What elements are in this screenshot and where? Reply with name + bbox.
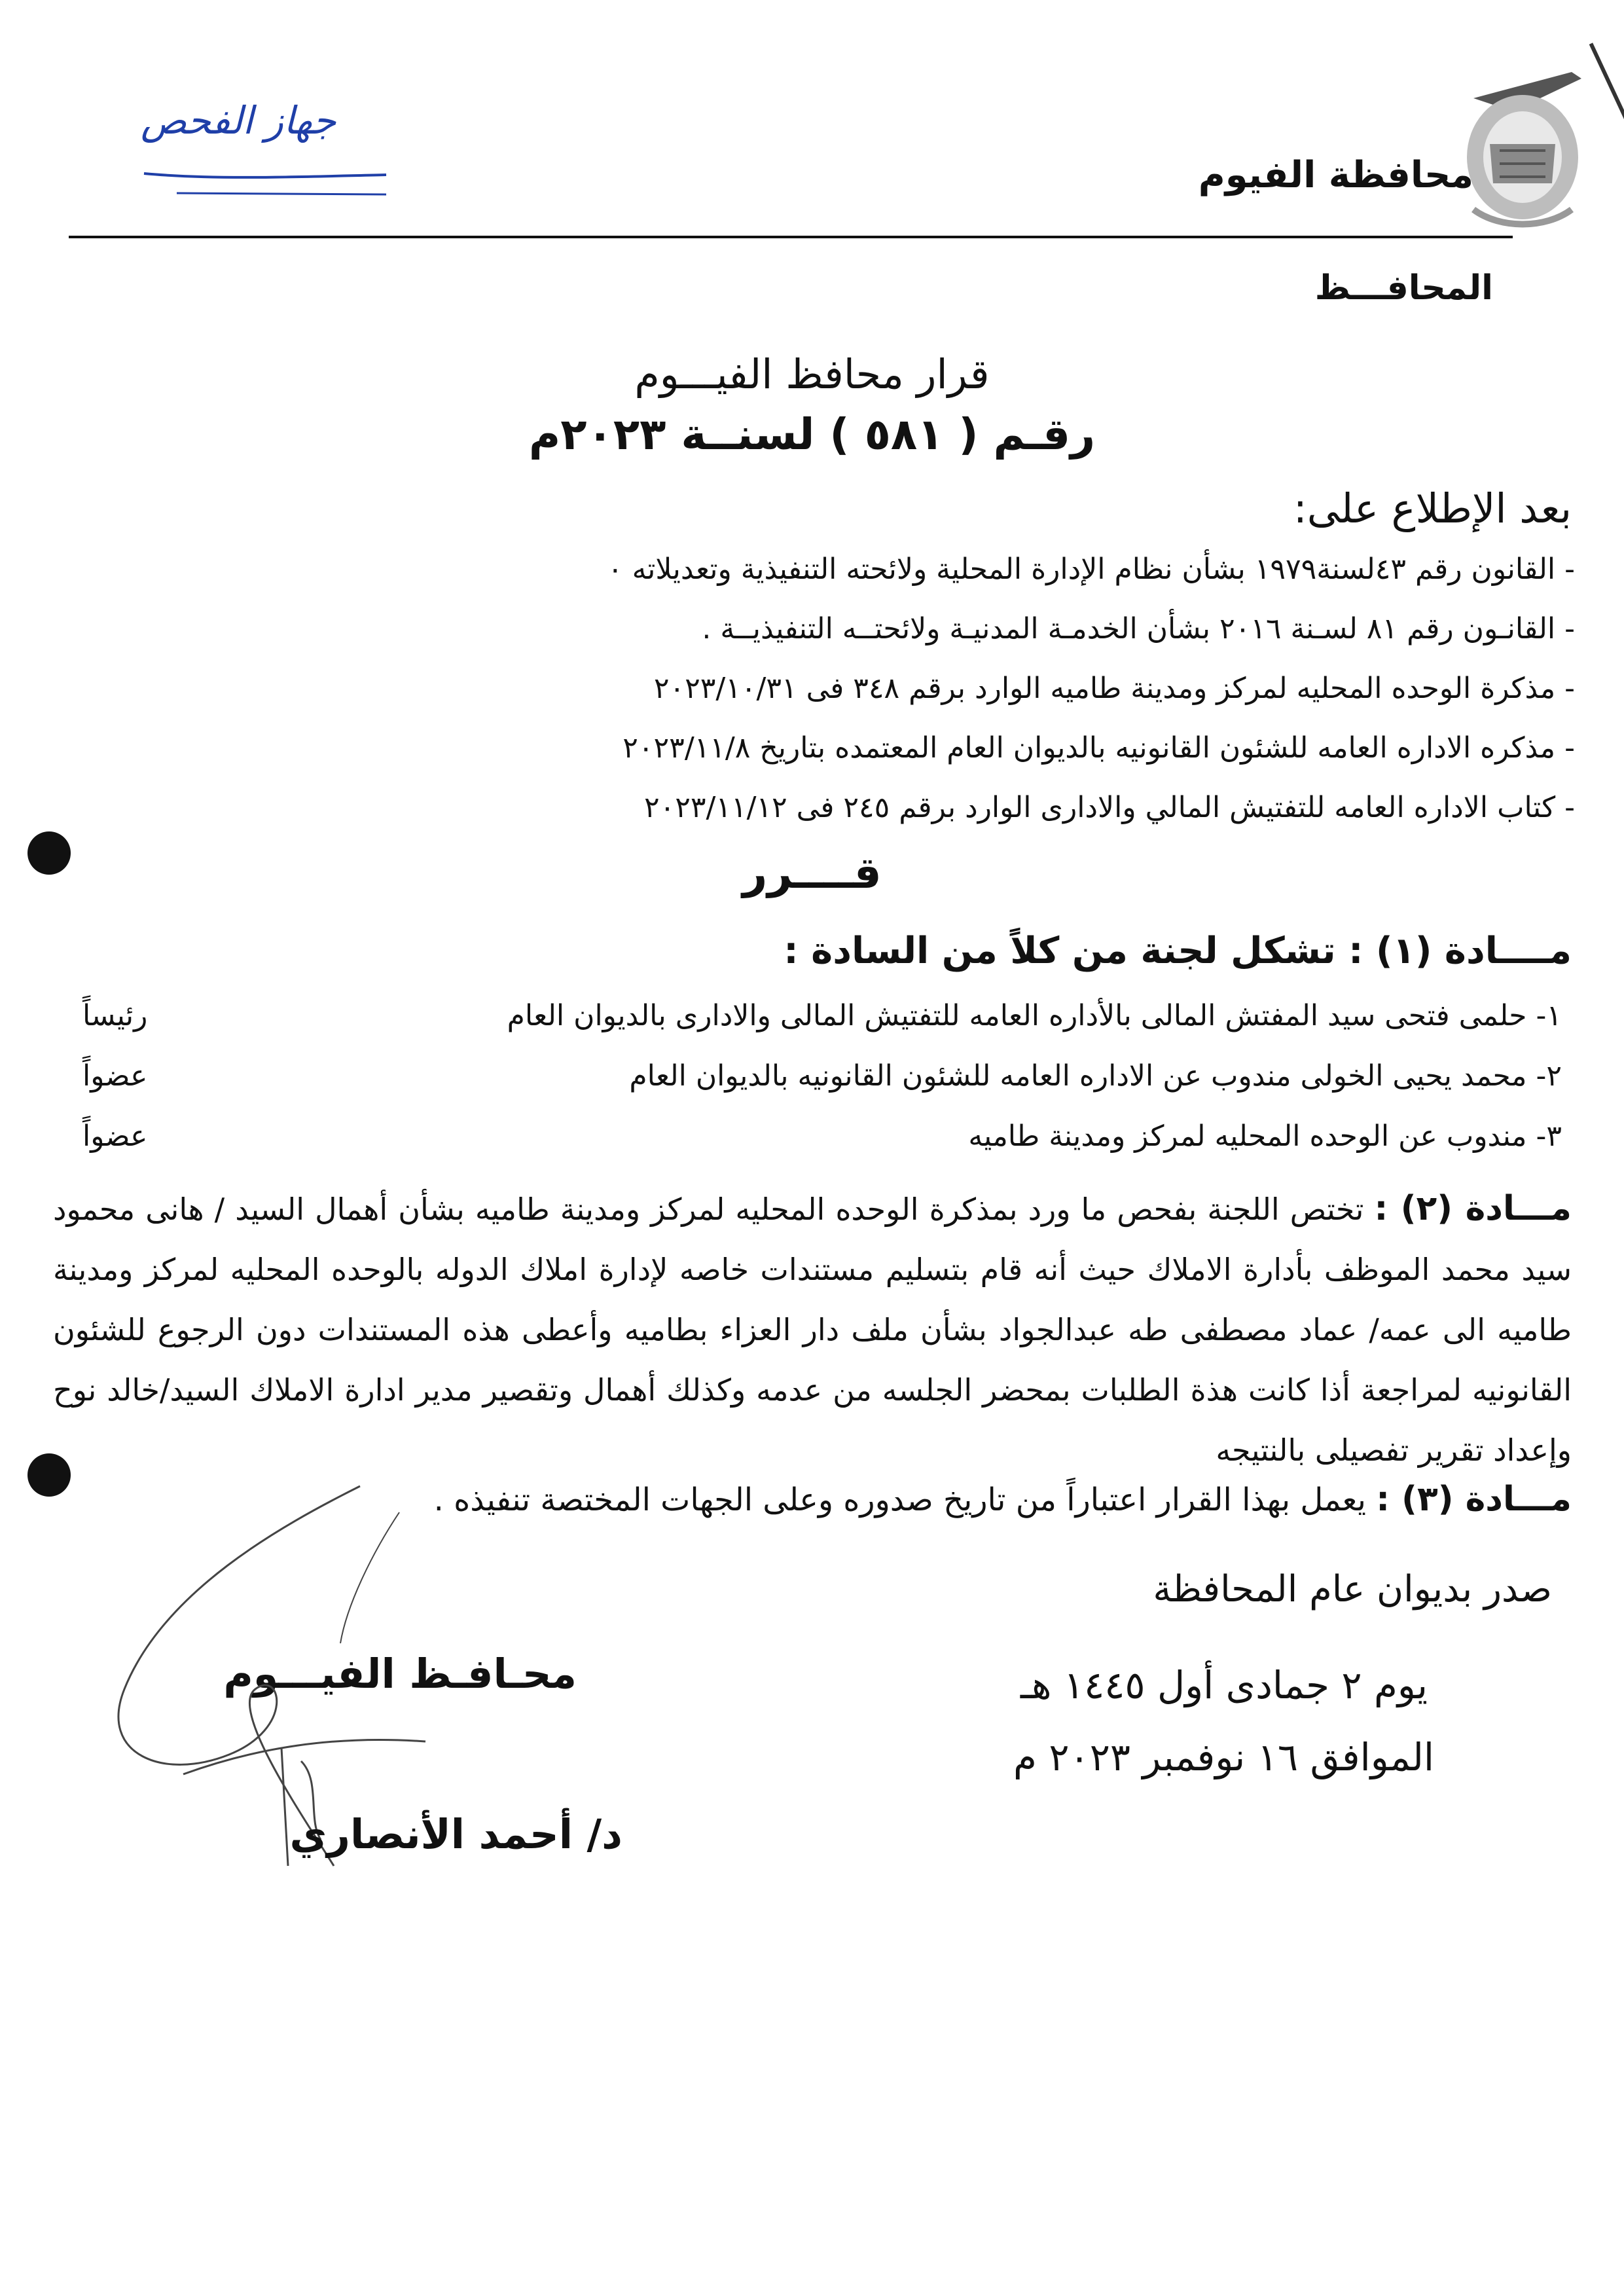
decision-number: رقـم ( ٥٨١ ) لسنــة ٢٠٢٣م: [528, 409, 1096, 460]
gregorian-date: الموافق ١٦ نوفمبر ٢٠٢٣ م: [1013, 1735, 1434, 1779]
member-text: ٣- مندوب عن الوحده المحليه لمركز ومدينة طاميه: [968, 1120, 1562, 1153]
member-text: ٢- محمد يحيى الخولى مندوب عن الاداره العامه للشئون القانونيه بالديوان العام: [629, 1059, 1562, 1093]
reference-item: - القانـون رقم ٨١ لسـنة ٢٠١٦ بشأن الخدمـة المدنيـة ولائحتــه التنفيذيــة .: [702, 612, 1575, 646]
reference-item: - مذكرة الوحده المحليه لمركز ومدينة طاميه الوارد برقم ٣٤٨ فى ٢٠٢٣/١٠/٣١: [653, 672, 1575, 705]
corner-stroke: [1589, 43, 1624, 127]
handwritten-annotation: جهاز الفحص: [141, 98, 336, 143]
committee-member: [56, 1109, 1562, 1169]
reference-item: - كتاب الاداره العامه للتفتيش المالي والادارى الوارد برقم ٢٤٥ فى ٢٠٢٣/١١/١٢: [643, 791, 1575, 824]
member-role: عضواً: [82, 1059, 148, 1093]
article-3-heading: مـــادة (٣) :: [1376, 1480, 1572, 1519]
header-rule: [69, 236, 1513, 238]
office-label: المحافـــظ: [1314, 268, 1493, 308]
member-role: عضواً: [82, 1120, 148, 1153]
committee-member: [56, 1049, 1562, 1109]
issued-statement: صدر بديوان عام المحافظة: [1153, 1568, 1552, 1611]
governor-title: محـافـظ الفيـــوم: [223, 1650, 577, 1698]
article-2-text: تختص اللجنة بفحص ما ورد بمذكرة الوحده المحليه لمركز ومدينة طاميه بشأن أهمال السيد / هانى محمود سيد محمد الموظف بأدارة الاملاك حيث أنه قام بتسليم مستندات خاصه لإدارة املاك الدوله بالوحده المحليه لمركز ومدينة طاميه الى عمه/ عماد مصطفى طه عبدالجواد بشأن ملف دار العزاء بطاميه وأعطى هذه المستندات دون الرجوع للشئون القانونيه لمراجعة أذا كانت هذة الطلبات بمحضر الجلسه من عدمه وكذلك أهمال وتقصير مدير ادارة الاملاك السيد/خالد نوح وإعداد تقرير تفصيلى بالنتيجه: [53, 1192, 1572, 1468]
committee-members: [56, 989, 1562, 1169]
hijri-date: يوم ٢ جمادى أول ١٤٤٥ هـ: [1020, 1663, 1428, 1707]
reference-item: - القانون رقم ٤٣لسنة١٩٧٩ بشأن نظام الإدارة المحلية ولائحته التنفيذية وتعديلاته ٠: [607, 553, 1575, 586]
governorate-header: محافظة الفيوم: [1198, 154, 1473, 196]
preamble-heading: بعد الإطلاع على:: [1293, 484, 1572, 532]
article-3-text: يعمل بهذا القرار اعتباراً من تاريخ صدوره وعلى الجهات المختصة تنفيذه .: [433, 1482, 1367, 1518]
decision-title: قرار محافظ الفيـــوم: [634, 350, 990, 398]
article-2-heading: مـــادة (٢) :: [1374, 1189, 1572, 1228]
member-text: ١- حلمى فتحى سيد المفتش المالى بالأداره العامه للتفتيش المالى والادارى بالديوان العام: [507, 999, 1562, 1032]
member-role: رئيساً: [82, 999, 148, 1032]
references-list: [69, 543, 1575, 841]
governor-name: د/ أحمد الأنصاري: [289, 1810, 623, 1858]
decision-word: قــــرر: [742, 848, 882, 898]
reference-item: - مذكره الاداره العامه للشئون القانونيه بالديوان العام المعتمده بتاريخ ٢٠٢٣/١١/٨: [623, 731, 1575, 765]
article-3: [434, 1480, 1572, 1519]
article-1-heading: مــــادة (١) : تشكل لجنة من كلاً من السادة :: [784, 930, 1572, 972]
governorate-emblem: [1460, 72, 1585, 229]
article-2: [53, 1178, 1572, 1480]
annotation-underline: [137, 167, 399, 206]
committee-member: [56, 989, 1562, 1049]
